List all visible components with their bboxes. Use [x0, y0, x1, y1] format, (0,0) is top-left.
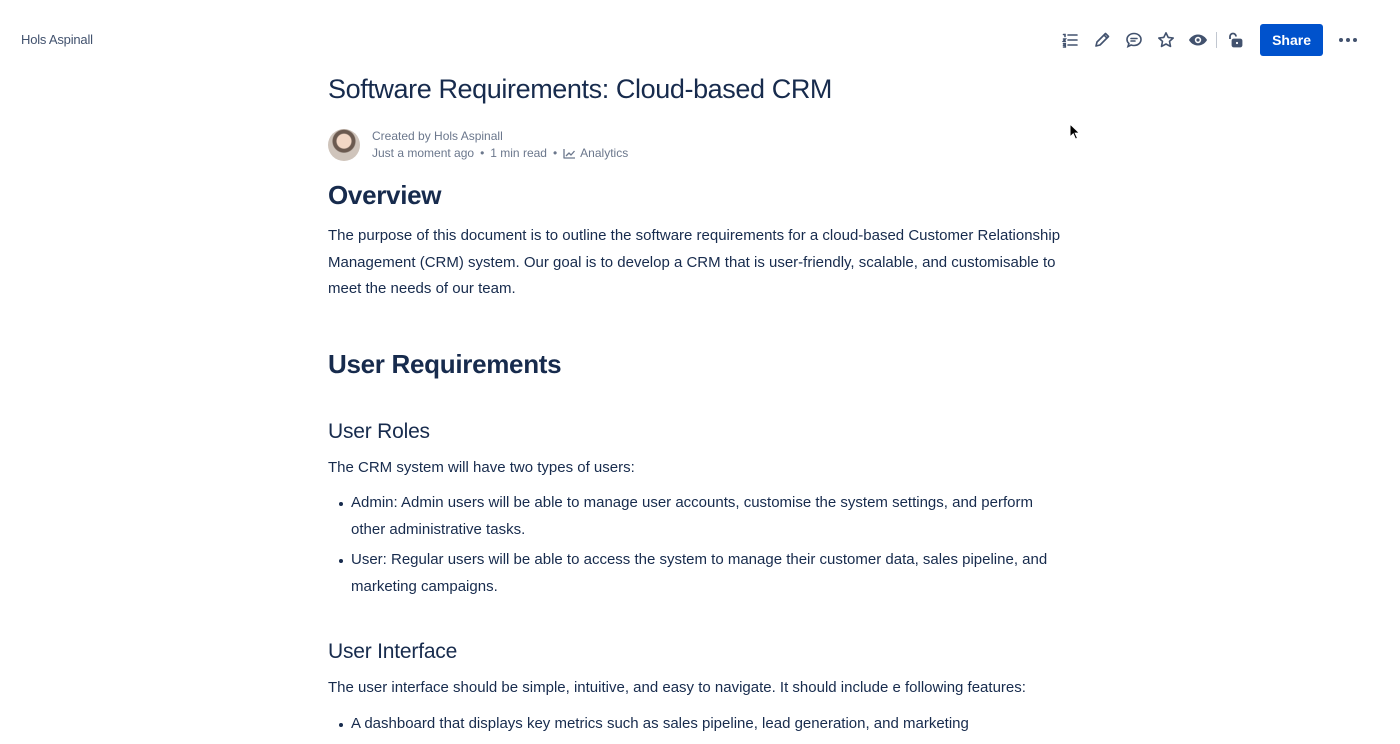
user-roles-heading: User Roles: [328, 419, 430, 443]
list-item: Admin: Admin users will be able to manage user accounts, customise the system settings, and perform other administrative tasks.: [328, 490, 1068, 543]
analytics-chart-icon: [563, 148, 576, 159]
star-icon[interactable]: [1150, 24, 1182, 56]
byline-read-time: 1 min read: [490, 146, 547, 160]
analytics-label: Analytics: [580, 146, 629, 160]
user-interface-list: [328, 711, 1068, 738]
more-ellipsis-icon[interactable]: [1332, 24, 1364, 56]
byline-time: Just a moment ago: [372, 146, 475, 160]
overview-paragraph: The purpose of this document is to outline the software requirements for a cloud-based Customer Relationship Management (CRM) system. Our goal is to develop a CRM that is user-friendly, scalable, and customisable to meet the needs of our team.: [328, 227, 1061, 297]
analytics-link[interactable]: [563, 145, 628, 162]
edit-pencil-icon[interactable]: [1086, 24, 1118, 56]
list-item: A dashboard that displays key metrics such as sales pipeline, lead generation, and marketing: [328, 711, 1068, 738]
page-title: Software Requirements: Cloud-based CRM: [328, 74, 833, 104]
share-button[interactable]: Share: [1260, 24, 1323, 56]
comment-icon[interactable]: [1118, 24, 1150, 56]
byline: Created by Hols Aspinall Just a moment ago • 1 min read • Analytics: [328, 126, 1088, 164]
breadcrumb[interactable]: Hols Aspinall: [21, 32, 93, 47]
user-requirements-heading: User Requirements: [328, 348, 562, 379]
user-roles-list: [328, 490, 1068, 600]
user-roles-intro: The CRM system will have two types of users:: [328, 458, 635, 476]
page-toolbar: [1054, 24, 1364, 56]
watch-eye-icon[interactable]: [1182, 24, 1214, 56]
avatar[interactable]: [328, 129, 360, 161]
table-of-contents-icon[interactable]: [1054, 24, 1086, 56]
toolbar-divider: [1216, 32, 1217, 48]
restrictions-lock-icon[interactable]: [1219, 24, 1251, 56]
page-content: [328, 72, 1088, 741]
list-item: User: Regular users will be able to access the system to manage their customer data, sales pipeline, and marketing campaigns.: [328, 547, 1068, 600]
user-interface-heading: User Interface: [328, 640, 458, 663]
overview-heading: Overview: [328, 180, 442, 210]
byline-author[interactable]: Created by Hols Aspinall: [372, 129, 503, 143]
user-interface-intro: The user interface should be simple, intuitive, and easy to navigate. It should include e following features:: [328, 679, 1026, 696]
